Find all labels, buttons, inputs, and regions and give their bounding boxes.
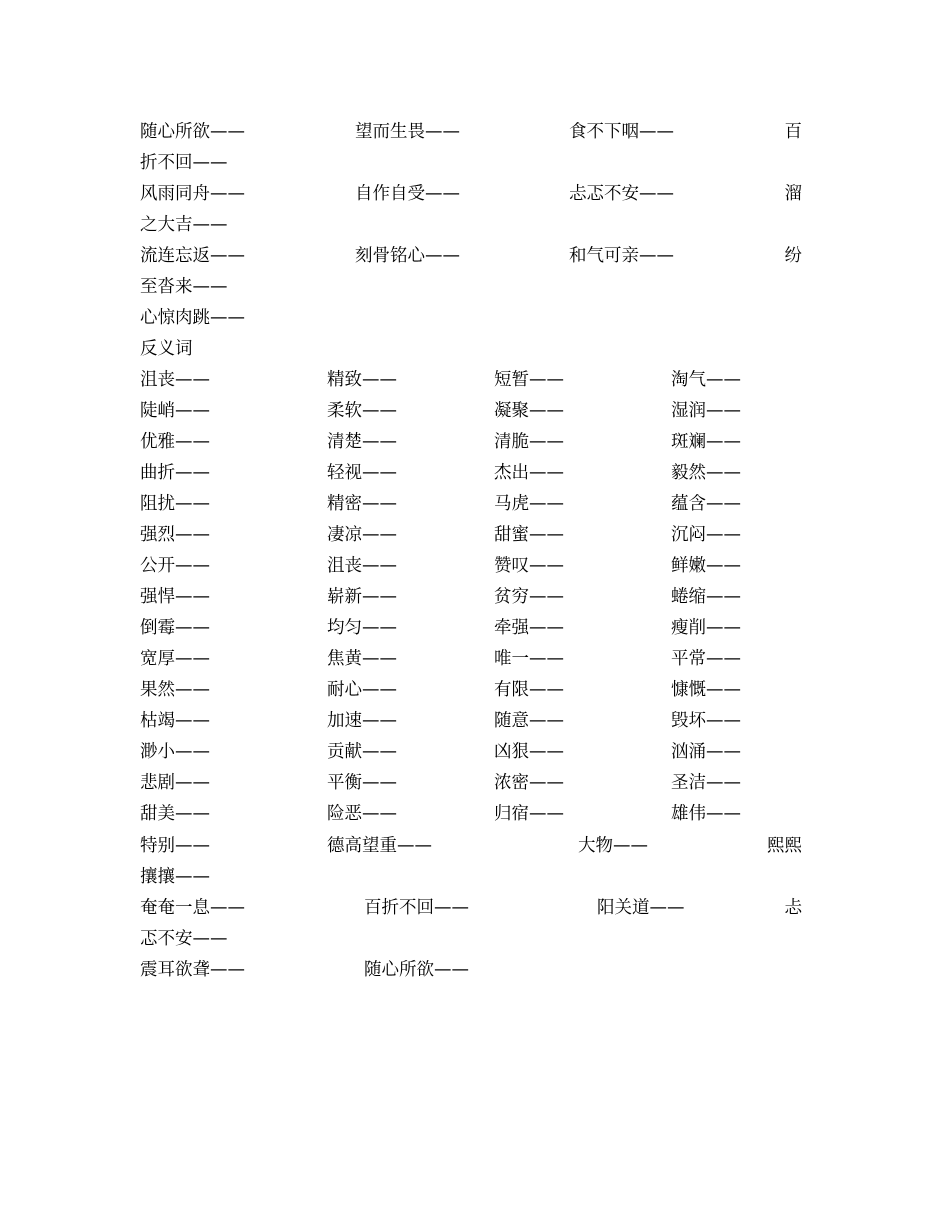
antonym-row	[140, 644, 802, 675]
idiom-item: 食不下咽——	[569, 122, 674, 142]
antonym-item: 阻扰——	[140, 494, 210, 514]
antonym-item: 瘦削——	[671, 618, 741, 638]
antonym-item: 平常——	[671, 649, 741, 669]
antonym-item: 唯一——	[494, 649, 564, 669]
antonym-item: 倒霉——	[140, 618, 210, 638]
antonym-item: 雄伟——	[671, 804, 741, 824]
idiom-item: 随心所欲——	[364, 960, 469, 980]
antonym-row	[140, 458, 802, 489]
idiom-item: 刻骨铭心——	[355, 246, 460, 266]
antonym-item: 牵强——	[494, 618, 564, 638]
antonym-row	[140, 520, 802, 551]
antonym-item: 陡峭——	[140, 401, 210, 421]
idiom-row	[140, 303, 802, 334]
idiom-item: 望而生畏——	[355, 122, 460, 142]
idiom-row	[140, 117, 802, 148]
idiom-item: 之大吉——	[140, 215, 228, 235]
idiom-wrap-line	[140, 148, 802, 179]
antonym-item: 凄凉——	[327, 525, 397, 545]
section-title	[140, 334, 802, 365]
idiom-item: 百	[784, 122, 802, 142]
idiom-item: 心惊肉跳——	[140, 308, 245, 328]
idiom-row	[140, 831, 802, 862]
antonym-item: 险恶——	[327, 804, 397, 824]
antonym-item: 赞叹——	[494, 556, 564, 576]
antonym-item: 清脆——	[494, 432, 564, 452]
antonym-item: 有限——	[494, 680, 564, 700]
idiom-item: 攘攘——	[140, 867, 210, 887]
idiom-item: 震耳欲聋——	[140, 960, 245, 980]
idiom-wrap-line	[140, 272, 802, 303]
antonym-item: 随意——	[494, 711, 564, 731]
antonym-item: 杰出——	[494, 463, 564, 483]
idiom-item: 流连忘返——	[140, 246, 245, 266]
antonym-item: 优雅——	[140, 432, 210, 452]
antonym-item: 甜美——	[140, 804, 210, 824]
antonym-item: 凝聚——	[494, 401, 564, 421]
antonym-item: 柔软——	[327, 401, 397, 421]
idiom-item: 德高望重——	[327, 836, 432, 856]
idiom-row	[140, 955, 802, 986]
antonym-item: 公开——	[140, 556, 210, 576]
idiom-item: 风雨同舟——	[140, 184, 245, 204]
antonym-row	[140, 396, 802, 427]
antonym-item: 淘气——	[671, 370, 741, 390]
idiom-item: 至沓来——	[140, 277, 228, 297]
antonym-item: 轻视——	[327, 463, 397, 483]
antonym-item: 耐心——	[327, 680, 397, 700]
antonym-row	[140, 551, 802, 582]
idiom-row	[140, 179, 802, 210]
antonym-item: 毁坏——	[671, 711, 741, 731]
idiom-item: 忐	[784, 898, 802, 918]
antonym-item: 圣洁——	[671, 773, 741, 793]
idiom-row	[140, 893, 802, 924]
antonym-item: 贫穷——	[494, 587, 564, 607]
antonym-item: 清楚——	[327, 432, 397, 452]
antonym-item: 慷慨——	[671, 680, 741, 700]
antonym-row	[140, 768, 802, 799]
antonym-item: 强悍——	[140, 587, 210, 607]
antonym-row	[140, 427, 802, 458]
antonym-row	[140, 737, 802, 768]
idiom-item: 忑不安——	[140, 929, 228, 949]
antonym-item: 加速——	[327, 711, 397, 731]
idiom-item: 纷	[784, 246, 802, 266]
antonym-item: 甜蜜——	[494, 525, 564, 545]
antonym-item: 果然——	[140, 680, 210, 700]
antonym-item: 精致——	[327, 370, 397, 390]
antonym-row	[140, 706, 802, 737]
idiom-wrap-line	[140, 862, 802, 893]
antonym-row	[140, 799, 802, 830]
idiom-wrap-line	[140, 924, 802, 955]
antonym-row	[140, 365, 802, 396]
idiom-item: 特别——	[140, 836, 210, 856]
antonym-item: 焦黄——	[327, 649, 397, 669]
antonym-item: 精密——	[327, 494, 397, 514]
antonym-item: 强烈——	[140, 525, 210, 545]
antonym-item: 湿润——	[671, 401, 741, 421]
antonym-item: 沮丧——	[140, 370, 210, 390]
antonym-item: 浓密——	[494, 773, 564, 793]
antonym-item: 蕴含——	[671, 494, 741, 514]
idiom-item: 溜	[784, 184, 802, 204]
antonym-item: 短暂——	[494, 370, 564, 390]
antonym-item: 鲜嫩——	[671, 556, 741, 576]
antonym-item: 均匀——	[327, 618, 397, 638]
idiom-item: 大物——	[578, 836, 648, 856]
antonym-item: 曲折——	[140, 463, 210, 483]
idiom-row	[140, 241, 802, 272]
idiom-item: 忐忑不安——	[569, 184, 674, 204]
antonym-item: 枯竭——	[140, 711, 210, 731]
idiom-wrap-line	[140, 210, 802, 241]
antonym-row	[140, 613, 802, 644]
antonym-row	[140, 675, 802, 706]
antonym-item: 崭新——	[327, 587, 397, 607]
antonym-item: 悲剧——	[140, 773, 210, 793]
antonym-item: 归宿——	[494, 804, 564, 824]
antonym-item: 渺小——	[140, 742, 210, 762]
idiom-item: 和气可亲——	[569, 246, 674, 266]
antonym-row	[140, 489, 802, 520]
antonym-item: 宽厚——	[140, 649, 210, 669]
idiom-item: 随心所欲——	[140, 122, 245, 142]
antonym-item: 蜷缩——	[671, 587, 741, 607]
idiom-item: 百折不回——	[364, 898, 469, 918]
antonym-row	[140, 582, 802, 613]
antonym-item: 平衡——	[327, 773, 397, 793]
antonym-item: 沉闷——	[671, 525, 741, 545]
antonym-item: 汹涌——	[671, 742, 741, 762]
antonym-item: 沮丧——	[327, 556, 397, 576]
idiom-item: 奄奄一息——	[140, 898, 245, 918]
idiom-item: 熙熙	[767, 836, 802, 856]
antonym-item: 马虎——	[494, 494, 564, 514]
antonym-item: 毅然——	[671, 463, 741, 483]
antonym-item: 贡献——	[327, 742, 397, 762]
idiom-item: 自作自受——	[355, 184, 460, 204]
section-title-text: 反义词	[140, 339, 193, 359]
antonym-item: 斑斓——	[671, 432, 741, 452]
antonym-item: 凶狠——	[494, 742, 564, 762]
idiom-item: 折不回——	[140, 153, 228, 173]
idiom-item: 阳关道——	[597, 898, 685, 918]
